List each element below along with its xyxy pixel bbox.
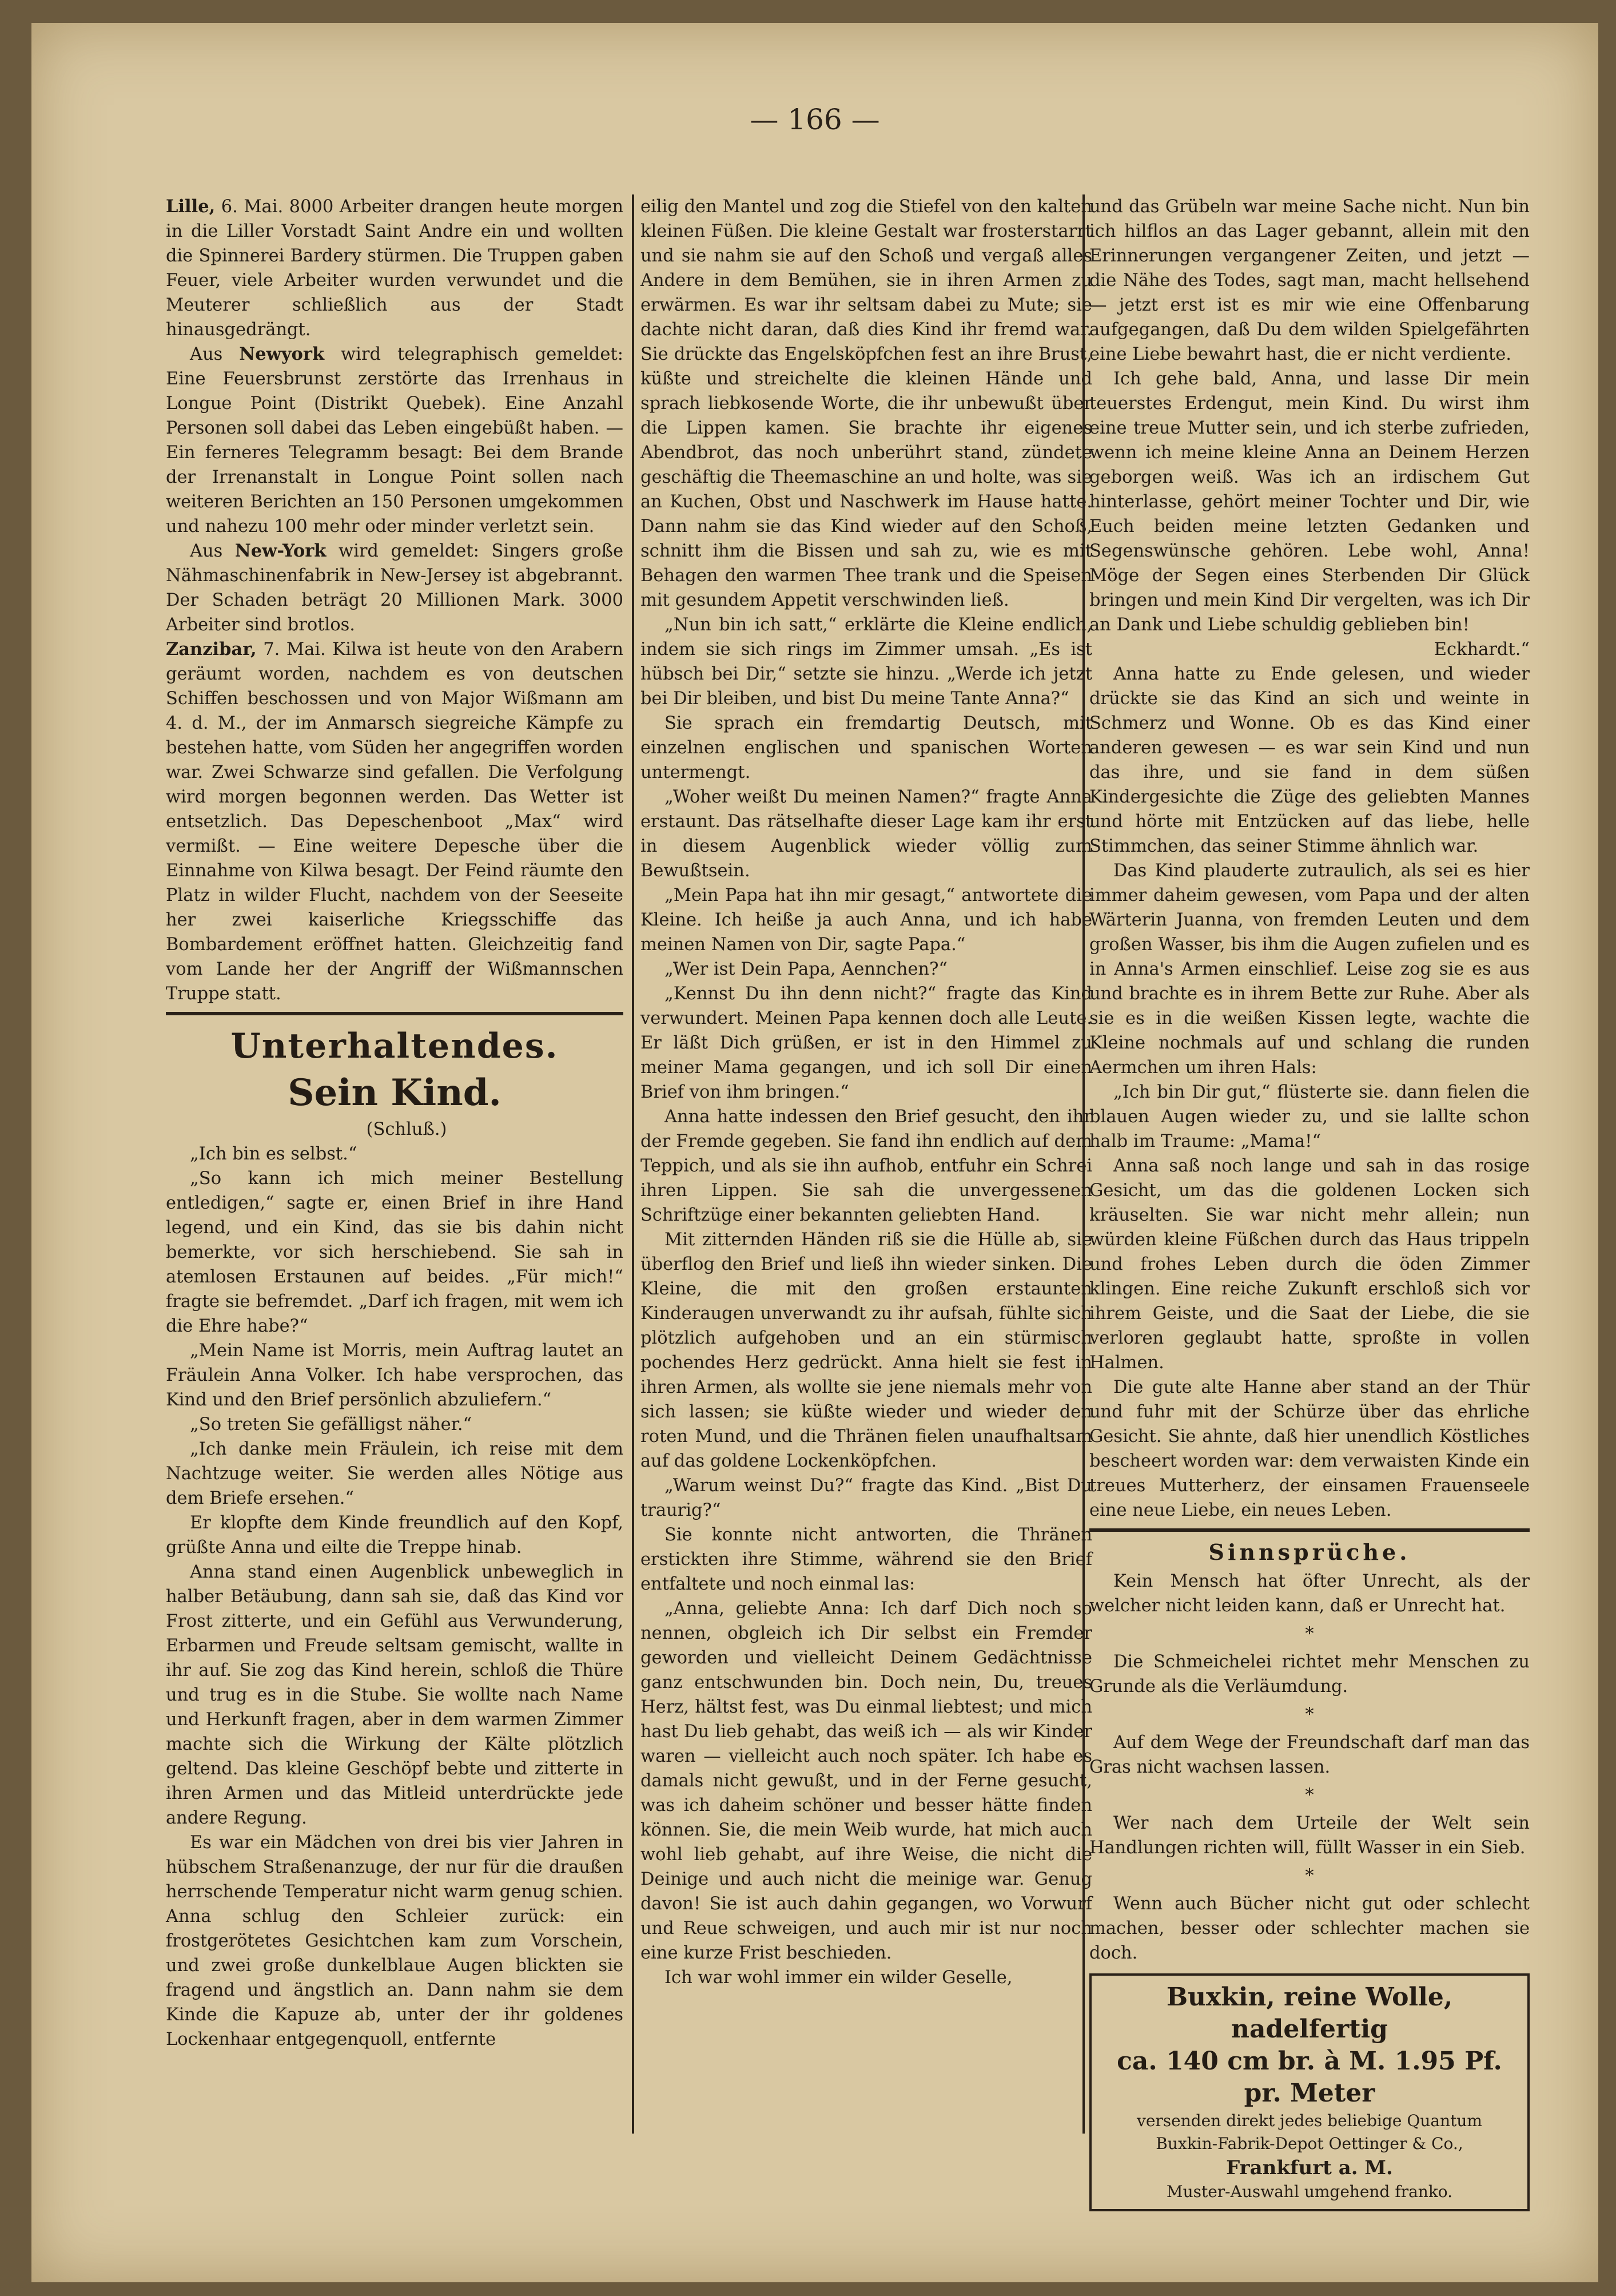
- asterisk-divider: *: [1305, 1705, 1314, 1725]
- story-paragraph: „Mein Name ist Morris, mein Auftrag lautet an Fräulein Anna Volker. Ich habe versprochen, das Kind und den Brief persönlich abzuliefern.“: [166, 1341, 623, 1410]
- story-paragraph: Mit zitternden Händen riß sie die Hülle ab, sie überflog den Brief und ließ ihn wieder sinken. Die Kleine, die mit den großen erstaunten Kinderaugen unverwandt zu ihr aufsah, fühlte sich plötzlich aufgehoben und an ein stürmisch pochendes Herz gedrückt. Anna hielt sie fest in ihren Armen, als wollte sie jene niemals mehr von sich lassen; sie küßte wieder und wieder den roten Mund, und die Thränen fielen unaufhaltsam auf das goldene Lockenköpfchen.: [640, 1230, 1092, 1471]
- story-paragraph: „Woher weißt Du meinen Namen?“ fragte Anna erstaunt. Das rätselhafte dieser Lage kam ihr erst in diesem Augenblick wieder völlig zum Bewußtsein.: [640, 787, 1092, 881]
- column-3: [1089, 194, 1530, 2211]
- story-title: Sein Kind.: [288, 1071, 501, 1114]
- story-paragraph: eilig den Mantel und zog die Stiefel von den kalten kleinen Füßen. Die kleine Gestalt war frosterstarrt und sie nahm sie auf den Schoß und vergaß alles Andere in dem Bemühen, sie in ihren Armen zu erwärmen. Es war ihr seltsam dabei zu Mute; sie dachte nicht daran, daß dies Kind ihr fremd war. Sie drückte das Engelsköpfchen fest an ihre Brust, küßte und streichelte die kleinen Hände und sprach liebkosende Worte, die ihr unbewußt über die Lippen kamen. Sie brachte ihr eigenes Abendbrot, das noch unberührt stand, zündete geschäftig die Theemaschine an und holte, was sie an Kuchen, Obst und Naschwerk im Hause hatte. Dann nahm sie das Kind wieder auf den Schoß, schnitt ihm die Bissen und sah zu, wie es mit Behagen den warmen Thee trank und die Speisen mit gesundem Appetit verschwinden ließ.: [640, 197, 1092, 610]
- section-rule: [1089, 1528, 1530, 1532]
- story-paragraph: „Wer ist Dein Papa, Aennchen?“: [664, 959, 948, 979]
- story-paragraph: und das Grübeln war meine Sache nicht. Nun bin ich hilflos an das Lager gebannt, allein mit den Erinnerungen vergangener Zeiten, und jetzt — die Nähe des Todes, sagt man, macht hellsehend — jetzt erst ist es mir wie eine Offenbarung aufgegangen, daß Du dem wilden Spielgefährten eine Liebe bewahrt hast, die er nicht verdiente.: [1089, 197, 1530, 364]
- news-item-newyork: Aus Newyork wird telegraphisch gemeldet: Eine Feuersbrunst zerstörte das Irrenhaus in Longue Point (Distrikt Quebek). Eine Anzahl Personen soll dabei das Leben eingebüßt haben. — Ein ferneres Telegramm besagt: Bei dem Brande der Irrenanstalt in Longue Point sollen nach weiteren Berichten an 150 Personen umgekommen und nahezu 100 mehr oder minder verletzt sein.: [166, 344, 623, 537]
- news-item-new-york: Aus New-York wird gemeldet: Singers große Nähmaschinenfabrik in New-Jersey ist abgebrannt. Der Schaden beträgt 20 Millionen Mark. 3000 Arbeiter sind brotlos.: [166, 541, 623, 635]
- story-paragraph: „Kennst Du ihn denn nicht?“ fragte das Kind verwundert. Meinen Papa kennen doch alle Leute. Er läßt Dich grüßen, er ist in den Himmel zu meiner Mama gegangen, und ich soll Dir einen Brief von ihm bringen.“: [640, 984, 1092, 1102]
- ad-line: versenden direkt jedes beliebige Quantum: [1137, 2111, 1482, 2130]
- story-paragraph: Es war ein Mädchen von drei bis vier Jahren in hübschem Straßenanzuge, der nur für die draußen herrschende Temperatur nicht warm genug schien. Anna schlug den Schleier zurück: ein frostgerötetes Gesichtchen kam zum Vorschein, und zwei große dunkelblaue Augen blickten sie fragend und ängstlich an. Dann nahm sie dem Kinde die Kapuze ab, unter der ihr goldenes Lockenhaar entgegenquoll, entfernte: [166, 1833, 623, 2049]
- story-paragraph: „So treten Sie gefälligst näher.“: [190, 1415, 472, 1435]
- story-paragraph: „Anna, geliebte Anna: Ich darf Dich noch so nennen, obgleich ich Dir selbst ein Fremder geworden und vielleicht Deinem Gedächtnisse ganz entschwunden bin. Doch nein, Du, treues Herz, hältst fest, was Du einmal liebtest; und mich hast Du lieb gehabt, das weiß ich — als wir Kinder waren — vielleicht auch noch später. Ich habe es damals nicht gewußt, und in der Ferne gesucht, was ich daheim schöner und besser hätte finden können. Sie, die mein Weib wurde, hat mich auch wohl lieb gehabt, auf ihre Weise, die nicht die Deinige und auch nicht die meinige war. Genug davon! Sie ist auch dahin gegangen, wo Vorwurf und Reue schweigen, und auch mir ist nur noch eine kurze Frist beschieden.: [640, 1599, 1092, 1963]
- story-paragraph: „Ich danke mein Fräulein, ich reise mit dem Nachtzuge weiter. Sie werden alles Nötige aus dem Briefe ersehen.“: [166, 1439, 623, 1508]
- story-paragraph: Ich gehe bald, Anna, und lasse Dir mein teuerstes Erdengut, mein Kind. Du wirst ihm eine treue Mutter sein, und ich sterbe zufrieden, wenn ich meine kleine Anna an Deinem Herzen geborgen weiß. Was ich an irdischem Gut hinterlasse, gehört meiner Tochter und Dir, wie Euch beiden meine letzten Gedanken und Segenswünsche gehören. Lebe wohl, Anna! Möge der Segen eines Sterbenden Dir Glück bringen und mein Kind Dir vergelten, was ich Dir an Dank und Liebe schuldig geblieben bin!: [1089, 369, 1530, 635]
- asterisk-divider: *: [1305, 1624, 1314, 1644]
- story-paragraph: „Ich bin es selbst.“: [190, 1144, 357, 1164]
- column-divider-1: [632, 194, 634, 2134]
- story-paragraph: Die gute alte Hanne aber stand an der Thür und fuhr mit der Schürze über das ehrliche Gesicht. Sie ahnte, daß hier unendlich Köstliches bescheert worden war: dem verwaisten Kinde ein treues Mutterherz, der einsamen Frauenseele eine neue Liebe, ein neues Leben.: [1089, 1377, 1530, 1520]
- ad-line: Buxkin-Fabrik-Depot Oettinger & Co.,: [1156, 2134, 1463, 2153]
- ad-city: Frankfurt a. M.: [1226, 2156, 1393, 2179]
- advertisement: [1089, 1973, 1530, 2211]
- story-paragraph: „Mein Papa hat ihn mir gesagt,“ antwortete die Kleine. Ich heiße ja auch Anna, und ich habe meinen Namen von Dir, sagte Papa.“: [640, 885, 1092, 955]
- story-paragraph: Anna stand einen Augenblick unbeweglich in halber Betäubung, dann sah sie, daß das Kind vor Frost zitterte, und ein Gefühl aus Verwunderung, Erbarmen und Freude seltsam gemischt, wallte in ihr auf. Sie zog das Kind herein, schloß die Thüre und trug es in die Stube. Sie wollte nach Name und Herkunft fragen, aber in dem warmen Zimmer machte sich die Wirkung der Kälte plötzlich geltend. Das kleine Geschöpf bebte und zitterte in ihren Armen und das Mitleid unterdrückte jede andere Regung.: [166, 1562, 623, 1828]
- story-paragraph: Sie konnte nicht antworten, die Thränen erstickten ihre Stimme, während sie den Brief entfaltete und noch einmal las:: [640, 1525, 1092, 1594]
- ad-headline: Buxkin, reine Wolle, nadelfertig: [1166, 1983, 1453, 2044]
- story-paragraph: Ich war wohl immer ein wilder Geselle,: [664, 1968, 1013, 1988]
- story-paragraph: Anna hatte indessen den Brief gesucht, den ihr der Fremde gegeben. Sie fand ihn endlich auf dem Teppich, und als sie ihn aufhob, entfuhr ein Schrei ihren Lippen. Sie sah die unvergessenen Schriftzüge einer bekannten geliebten Hand.: [640, 1107, 1092, 1225]
- section-rule: [166, 1012, 623, 1015]
- newspaper-page: [31, 23, 1598, 2282]
- story-paragraph: Anna hatte zu Ende gelesen, und wieder drückte sie das Kind an sich und weinte in Schmerz und Wonne. Ob es das Kind einer anderen gewesen — es war sein Kind und nun das ihre, und sie fand in dem süßen Kindergesichte die Züge des geliebten Mannes und hörte mit Entzücken auf das liebe, helle Stimmchen, das seiner Stimme ähnlich war.: [1089, 664, 1530, 856]
- story-paragraph: „Warum weinst Du?“ fragte das Kind. „Bist Du traurig?“: [640, 1476, 1092, 1520]
- saying: Wer nach dem Urteile der Welt sein Handlungen richten will, füllt Wasser in ein Sieb.: [1089, 1813, 1530, 1858]
- column-2: [640, 194, 1092, 1990]
- saying: Wenn auch Bücher nicht gut oder schlecht machen, besser oder schlechter machen sie doch.: [1089, 1894, 1530, 1963]
- story-paragraph: „So kann ich mich meiner Bestellung entledigen,“ sagte er, einen Brief in ihre Hand legend, und ein Kind, das sie bis dahin nicht bemerkte, vor sich herschiebend. Sie sah in atemlosen Erstaunen auf beides. „Für mich!“ fragte sie befremdet. „Darf ich fragen, mit wem ich die Ehre habe?“: [166, 1169, 623, 1336]
- sinnsprueche-title: Sinnsprüche.: [1208, 1539, 1411, 1565]
- story-paragraph: Das Kind plauderte zutraulich, als sei es hier immer daheim gewesen, vom Papa und der alten Wärterin Juanna, von fremden Leuten und dem großen Wasser, bis ihm die Augen zufielen und es in Anna's Armen einschlief. Leise zog sie es aus und brachte es in ihrem Bette zur Ruhe. Aber als sie es in die weißen Kissen legte, wachte die Kleine nochmals auf und schlang die runden Aermchen um ihren Hals:: [1089, 861, 1530, 1078]
- news-item-zanzibar: Zanzibar, 7. Mai. Kilwa ist heute von den Arabern geräumt worden, nachdem es von deutschen Schiffen beschossen und von Major Wißmann am 4. d. M., der im Anmarsch siegreiche Kämpfe zu bestehen hatte, vom Süden her angegriffen worden war. Zwei Schwarze sind gefallen. Die Verfolgung wird morgen begonnen werden. Das Wetter ist entsetzlich. Das Depeschenboot „Max“ wird vermißt. — Eine weitere Depesche über die Einnahme von Kilwa besagt. Der Feind räumte den Platz in wilder Flucht, nachdem von der Seeseite her zwei kaiserliche Kriegsschiffe das Bombardement eröffnet hatten. Gleichzeitig fand vom Lande her der Angriff der Wißmannschen Truppe statt.: [166, 639, 623, 1004]
- asterisk-divider: *: [1305, 1866, 1314, 1886]
- letter-signature: Eckhardt.“: [1434, 639, 1530, 660]
- section-title: Unterhaltendes.: [230, 1026, 559, 1066]
- story-paragraph: Anna saß noch lange und sah in das rosige Gesicht, um das die goldenen Locken sich kräuselten. Sie war nicht mehr allein; nun würden kleine Füßchen durch das Haus trippeln und frohes Leben durch die öden Zimmer klingen. Eine reiche Zukunft erschloß sich vor ihrem Geiste, und die Saat der Liebe, die sie verloren geglaubt hatte, sproßte in vollen Halmen.: [1089, 1156, 1530, 1373]
- asterisk-divider: *: [1305, 1785, 1314, 1805]
- saying: Kein Mensch hat öfter Unrecht, als der welcher nicht leiden kann, daß er Unrecht hat.: [1089, 1571, 1530, 1616]
- story-paragraph: Sie sprach ein fremdartig Deutsch, mit einzelnen englischen und spanischen Worten untermengt.: [640, 713, 1092, 782]
- story-paragraph: Er klopfte dem Kinde freundlich auf den Kopf, grüßte Anna und eilte die Treppe hinab.: [166, 1513, 623, 1558]
- story-paragraph: „Ich bin Dir gut,“ flüsterte sie. dann fielen die blauen Augen wieder zu, und sie lallte schon halb im Traume: „Mama!“: [1089, 1082, 1530, 1151]
- column-1: [166, 194, 623, 2052]
- page-number: — 166 —: [750, 103, 880, 136]
- story-subtitle: (Schluß.): [366, 1119, 447, 1139]
- story-paragraph: „Nun bin ich satt,“ erklärte die Kleine endlich, indem sie sich rings im Zimmer umsah. „Es ist hübsch bei Dir,“ setzte sie hinzu. „Werde ich jetzt bei Dir bleiben, und bist Du meine Tante Anna?“: [640, 615, 1092, 709]
- ad-line: Muster-Auswahl umgehend franko.: [1166, 2182, 1453, 2201]
- news-item-lille: Lille, 6. Mai. 8000 Arbeiter drangen heute morgen in die Liller Vorstadt Saint Andre ein und wollten die Spinnerei Bardery stürmen. Die Truppen gaben Feuer, viele Arbeiter wurden verwundet und die Meuterer schließlich aus der Stadt hinausgedrängt.: [166, 196, 623, 340]
- saying: Auf dem Wege der Freundschaft darf man das Gras nicht wachsen lassen.: [1089, 1733, 1530, 1777]
- saying: Die Schmeichelei richtet mehr Menschen zu Grunde als die Verläumdung.: [1089, 1652, 1530, 1697]
- ad-price: ca. 140 cm br. à M. 1.95 Pf. pr. Meter: [1117, 2047, 1502, 2108]
